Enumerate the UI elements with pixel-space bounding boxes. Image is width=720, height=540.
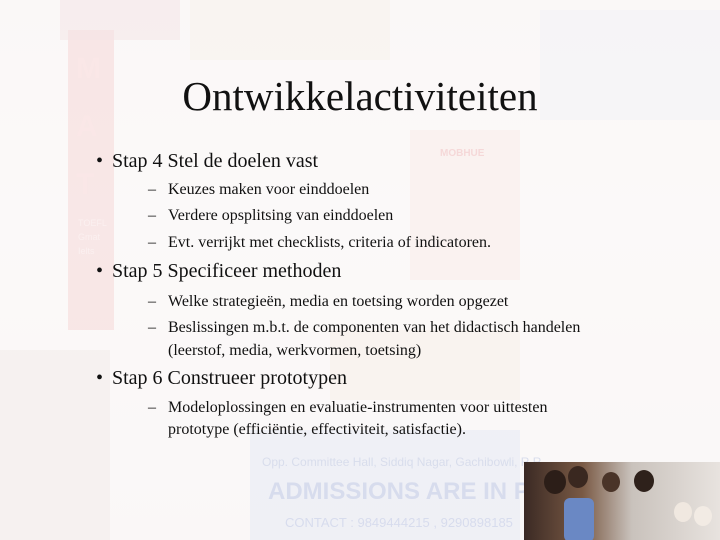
slide-title: Ontwikkelactiviteiten [182,73,538,119]
dash-marker: – [148,319,156,336]
dash-marker: – [148,293,156,310]
sub-bullet-text: Evt. verrijkt met checklists, criteria of indicatoren. [168,234,491,251]
bullet-step-5 [96,259,342,283]
bullet-marker: • [96,150,104,172]
dash-marker: – [148,234,156,251]
bullet-step-4 [96,149,319,173]
dash-marker: – [148,207,156,224]
sub-bullet-text: Welke strategieën, media en toetsing worden opgezet [168,293,509,310]
bullet-step-6 [96,366,347,390]
sub-bullet-text: Modeloplossingen en evaluatie-instrumenten voor uittesten [168,399,548,416]
bullet-text: Stap 5 Specificeer methoden [112,260,342,282]
sub-bullet-text: (leerstof, media, werkvormen, toetsing) [168,342,422,359]
bullet-marker: • [96,367,104,389]
sub-bullet-text: prototype (efficiëntie, effectiviteit, satisfactie). [168,421,466,438]
bullet-marker: • [96,260,104,282]
dash-marker: – [148,399,156,416]
bullet-text: Stap 4 Stel de doelen vast [112,150,319,172]
dash-marker: – [148,181,156,198]
sub-bullet-text: Verdere opsplitsing van einddoelen [168,207,394,224]
sub-bullet-text: Keuzes maken voor einddoelen [168,181,370,198]
bullet-text: Stap 6 Construeer prototypen [112,367,347,389]
sub-bullet-text: Beslissingen m.b.t. de componenten van het didactisch handelen [168,319,581,336]
